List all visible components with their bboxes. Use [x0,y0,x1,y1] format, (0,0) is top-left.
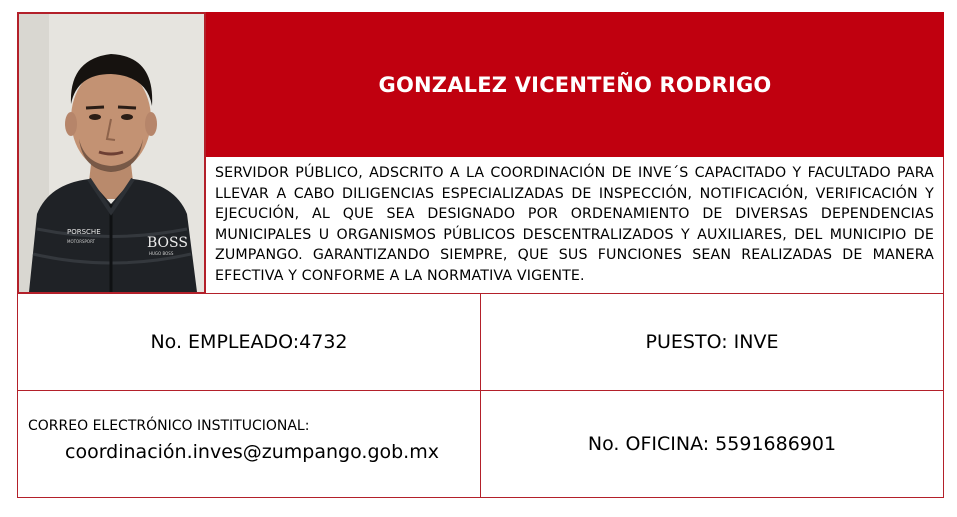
employee-name: GONZALEZ VICENTEÑO RODRIGO [378,72,772,97]
boss-logo-text: BOSS [147,235,188,251]
employee-photo [17,12,206,294]
position-cell [480,294,944,391]
email-label: CORREO ELECTRÓNICO INSTITUCIONAL: [28,418,310,434]
role-description: SERVIDOR PÚBLICO, ADSCRITO A LA COORDINACIÓN DE INVE´S CAPACITADO Y FACULTADO PARA LLEVAR A CABO DILIGENCIAS ESPECIALIZADAS DE INSPECCIÓN, NOTIFICACIÓN, VERIFICACIÓN Y EJECUCIÓN, AL QUE SEA DESIGNADO POR ORDENAMIENTO DE DIVERSAS DEPENDENCIAS MUNICIPALES U ORGANISMOS PÚBLICOS DESCENTRALIZADOS Y AUXILIARES, DEL MUNICIPIO DE ZUMPANGO. GARANTIZANDO SIEMPRE, QUE SUS FUNCIONES SEAN REALIZADAS DE MANERA EFECTIVA Y CONFORME A LA NORMATIVA VIGENTE. [215,165,934,284]
person-portrait-image [19,14,204,292]
position: PUESTO: INVE [645,331,779,353]
motorsport-logo-text: MOTORSPORT [67,239,96,244]
employee-number: No. EMPLEADO:4732 [150,331,348,353]
name-header [206,12,944,157]
email-cell [17,390,481,498]
role-description-box [206,157,944,294]
hugo-boss-logo-text: HUGO BOSS [149,251,174,256]
email-value: coordinación.inves@zumpango.gob.mx [65,441,439,463]
office-phone-cell [480,390,944,498]
office-phone: No. OFICINA: 5591686901 [587,433,837,455]
porsche-logo-text: PORSCHE [67,228,101,236]
employee-number-cell [17,294,481,391]
